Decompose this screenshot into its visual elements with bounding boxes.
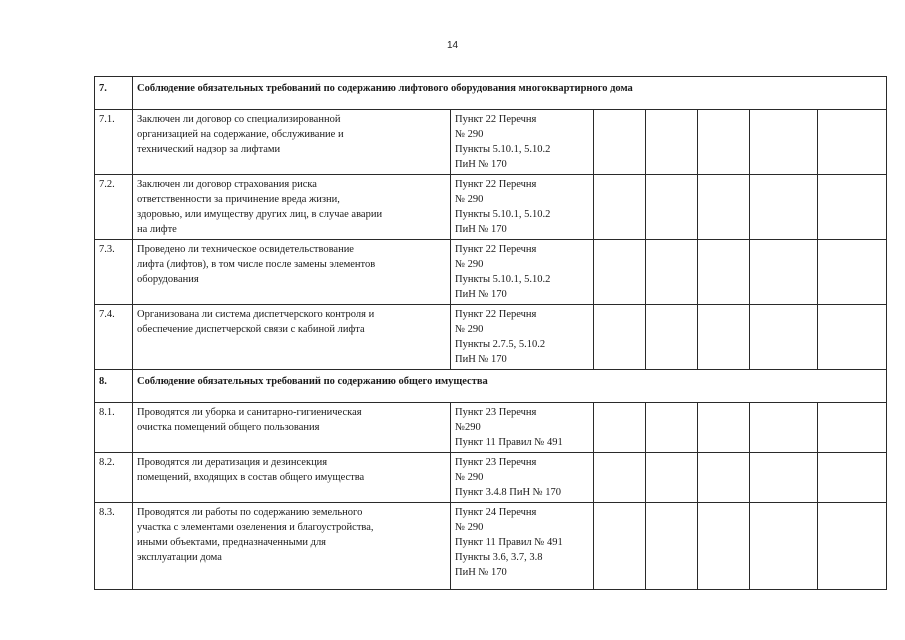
answer-cell[interactable] — [646, 453, 698, 503]
reference-line: ПиН № 170 — [455, 289, 507, 300]
answer-cell[interactable] — [750, 453, 818, 503]
answer-cell[interactable] — [646, 240, 698, 305]
answer-cell[interactable] — [698, 175, 750, 240]
answer-cell[interactable] — [646, 175, 698, 240]
answer-cell[interactable] — [818, 305, 887, 370]
item-number: 7.3. — [95, 240, 133, 305]
table-row — [95, 403, 887, 453]
answer-cell[interactable] — [818, 503, 887, 590]
answer-cell[interactable] — [750, 175, 818, 240]
section-row — [95, 77, 887, 110]
requirement-line: лифта (лифтов), в том числе после замены элементов — [137, 259, 376, 270]
reference-line: № 290 — [455, 522, 484, 533]
reference-line: Пункт 22 Перечня — [455, 244, 537, 255]
answer-cell[interactable] — [594, 453, 646, 503]
requirement-line: ответственности за причинение вреда жизни, — [137, 194, 340, 205]
reference-line: Пункты 5.10.1, 5.10.2 — [455, 274, 551, 285]
reference-line: ПиН № 170 — [455, 224, 507, 235]
item-requirement — [133, 175, 451, 240]
answer-cell[interactable] — [594, 110, 646, 175]
reference-line: Пункт 11 Правил № 491 — [455, 437, 563, 448]
reference-line: №290 — [455, 422, 481, 433]
reference-line: Пункт 23 Перечня — [455, 457, 537, 468]
answer-cell[interactable] — [594, 175, 646, 240]
reference-line: № 290 — [455, 129, 484, 140]
requirement-line: обеспечение диспетчерской связи с кабиной лифта — [137, 324, 365, 335]
requirement-line: помещений, входящих в состав общего имущества — [137, 472, 365, 483]
requirement-line: Проводятся ли уборка и санитарно-гигиеническая — [137, 407, 362, 418]
section-number: 7. — [95, 77, 133, 110]
requirement-line: Организована ли система диспетчерского контроля и — [137, 309, 375, 320]
answer-cell[interactable] — [750, 305, 818, 370]
section-row — [95, 370, 887, 403]
requirement-line: иными объектами, предназначенными для — [137, 537, 327, 548]
answer-cell[interactable] — [594, 305, 646, 370]
table-row — [95, 305, 887, 370]
reference-line: Пункт 23 Перечня — [455, 407, 537, 418]
requirement-line: на лифте — [137, 224, 177, 235]
table-row — [95, 453, 887, 503]
reference-line: № 290 — [455, 259, 484, 270]
item-requirement — [133, 110, 451, 175]
item-number: 7.2. — [95, 175, 133, 240]
table-row — [95, 110, 887, 175]
answer-cell[interactable] — [594, 240, 646, 305]
answer-cell[interactable] — [750, 240, 818, 305]
reference-line: Пункт 22 Перечня — [455, 179, 537, 190]
reference-line: ПиН № 170 — [455, 159, 507, 170]
table-row — [95, 503, 887, 590]
item-requirement — [133, 453, 451, 503]
requirement-line: оборудования — [137, 274, 199, 285]
answer-cell[interactable] — [698, 503, 750, 590]
requirement-line: эксплуатации дома — [137, 552, 222, 563]
reference-line: Пункты 5.10.1, 5.10.2 — [455, 209, 551, 220]
answer-cell[interactable] — [646, 503, 698, 590]
reference-line: ПиН № 170 — [455, 567, 507, 578]
reference-line: Пункты 3.6, 3.7, 3.8 — [455, 552, 543, 563]
requirement-line: Заключен ли договор со специализированной — [137, 114, 341, 125]
item-number: 8.1. — [95, 403, 133, 453]
item-number: 8.2. — [95, 453, 133, 503]
item-reference — [451, 503, 594, 590]
answer-cell[interactable] — [818, 453, 887, 503]
table-row — [95, 175, 887, 240]
table-row — [95, 240, 887, 305]
requirement-line: участка с элементами озеленения и благоустройства, — [137, 522, 374, 533]
item-reference — [451, 403, 594, 453]
answer-cell[interactable] — [594, 503, 646, 590]
answer-cell[interactable] — [750, 503, 818, 590]
reference-line: Пункт 22 Перечня — [455, 309, 537, 320]
requirement-line: технический надзор за лифтами — [137, 144, 281, 155]
reference-line: Пункт 22 Перечня — [455, 114, 537, 125]
checklist-table — [94, 76, 887, 590]
item-requirement — [133, 503, 451, 590]
answer-cell[interactable] — [594, 403, 646, 453]
answer-cell[interactable] — [818, 175, 887, 240]
item-reference — [451, 453, 594, 503]
answer-cell[interactable] — [818, 110, 887, 175]
reference-line: ПиН № 170 — [455, 354, 507, 365]
item-number: 7.4. — [95, 305, 133, 370]
item-requirement — [133, 403, 451, 453]
answer-cell[interactable] — [750, 110, 818, 175]
requirement-line: Проведено ли техническое освидетельствование — [137, 244, 354, 255]
answer-cell[interactable] — [818, 240, 887, 305]
item-reference — [451, 110, 594, 175]
item-reference — [451, 240, 594, 305]
section-title: Соблюдение обязательных требований по содержанию общего имущества — [133, 370, 887, 403]
item-reference — [451, 305, 594, 370]
answer-cell[interactable] — [698, 403, 750, 453]
answer-cell[interactable] — [698, 240, 750, 305]
answer-cell[interactable] — [698, 110, 750, 175]
reference-line: № 290 — [455, 194, 484, 205]
item-requirement — [133, 305, 451, 370]
reference-line: Пункты 5.10.1, 5.10.2 — [455, 144, 551, 155]
answer-cell[interactable] — [646, 305, 698, 370]
answer-cell[interactable] — [698, 305, 750, 370]
requirement-line: Проводятся ли работы по содержанию земельного — [137, 507, 363, 518]
reference-line: Пункт 11 Правил № 491 — [455, 537, 563, 548]
item-requirement — [133, 240, 451, 305]
answer-cell[interactable] — [818, 403, 887, 453]
requirement-line: организацией на содержание, обслуживание и — [137, 129, 344, 140]
page-number: 14 — [446, 40, 459, 51]
requirement-line: Заключен ли договор страхования риска — [137, 179, 317, 190]
item-reference — [451, 175, 594, 240]
item-number: 8.3. — [95, 503, 133, 590]
section-title: Соблюдение обязательных требований по содержанию лифтового оборудования многоквартирного дома — [133, 77, 887, 110]
requirement-line: здоровью, или имуществу других лиц, в случае аварии — [137, 209, 383, 220]
answer-cell[interactable] — [646, 403, 698, 453]
answer-cell[interactable] — [698, 453, 750, 503]
answer-cell[interactable] — [646, 110, 698, 175]
reference-line: № 290 — [455, 324, 484, 335]
reference-line: Пункт 3.4.8 ПиН № 170 — [455, 487, 562, 498]
answer-cell[interactable] — [750, 403, 818, 453]
requirement-line: Проводятся ли дератизация и дезинсекция — [137, 457, 328, 468]
section-number: 8. — [95, 370, 133, 403]
requirement-line: очистка помещений общего пользования — [137, 422, 320, 433]
reference-line: № 290 — [455, 472, 484, 483]
reference-line: Пункт 24 Перечня — [455, 507, 537, 518]
item-number: 7.1. — [95, 110, 133, 175]
reference-line: Пункты 2.7.5, 5.10.2 — [455, 339, 546, 350]
